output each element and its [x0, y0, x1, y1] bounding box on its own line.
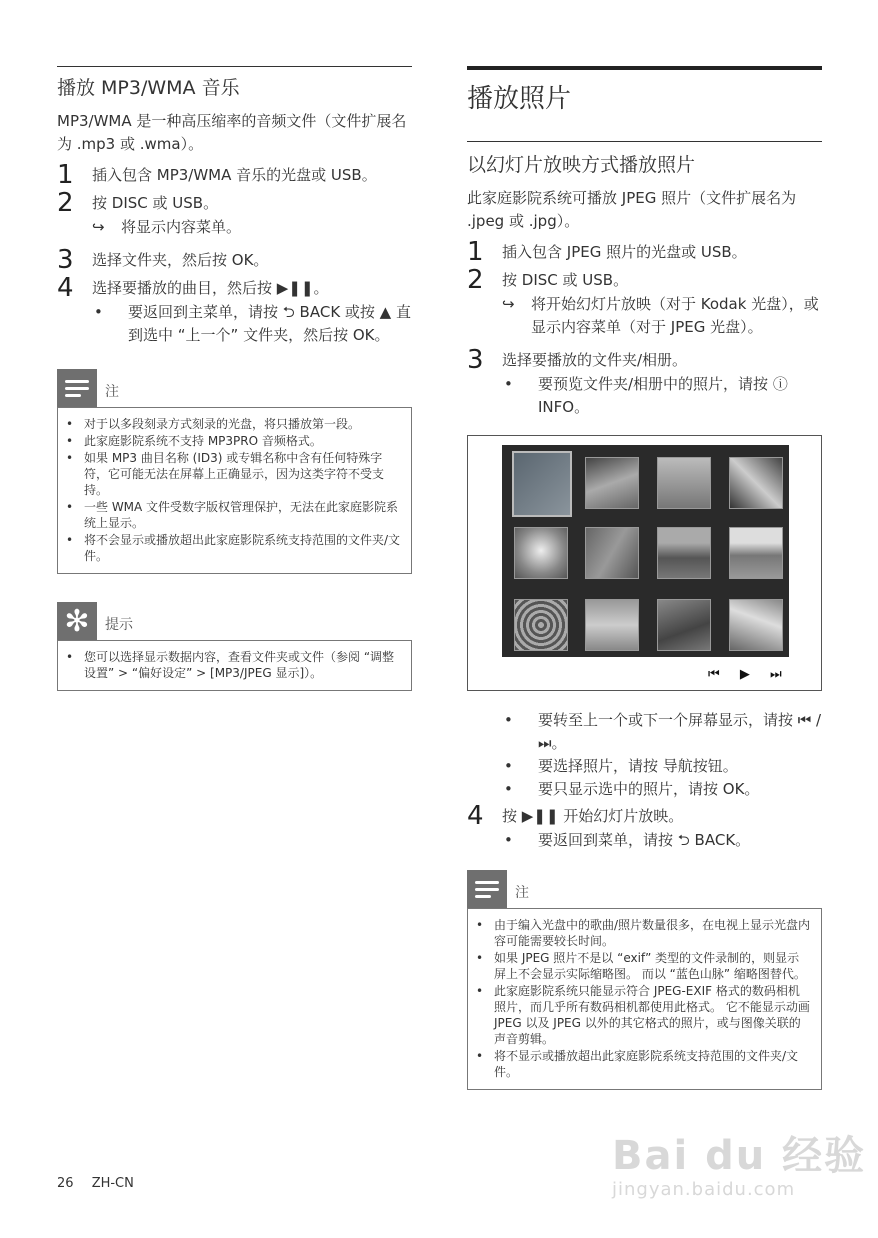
step-1 [57, 162, 412, 188]
playback-controls[interactable]: ⏮ ▶ ⏭ [708, 667, 790, 682]
bullet-text: 要预览文件夹/相册中的照片，请按 ⓘ INFO。 [538, 375, 788, 416]
right-column [467, 66, 822, 1090]
note-item-text: 如果 JPEG 照片不是以 “exif” 类型的文件录制的，则显示屏上不会显示实际缩略图。 而以 “蓝色山脉” 缩略图替代。 [494, 951, 806, 981]
section-intro: 此家庭影院系统可播放 JPEG 照片（文件扩展名为 .jpeg 或 .jpg）。 [467, 189, 797, 230]
step-number: 4 [57, 273, 74, 303]
note-box [467, 908, 822, 1090]
bullet-text: 要转至上一个或下一个屏幕显示，请按 ⏮ / ⏭。 [538, 711, 822, 752]
bullet-dot: • [504, 780, 513, 798]
photo-thumbnail[interactable] [585, 527, 639, 579]
note-item-text: 由于编入光盘中的歌曲/照片数量很多，在电视上显示光盘内容可能需要较长时间。 [494, 918, 811, 948]
step-result [92, 216, 412, 239]
note-item: • 由于编入光盘中的歌曲/照片数量很多，在电视上显示光盘内容可能需要较长时间。 [476, 918, 811, 948]
tip-title: 提示 [105, 617, 133, 633]
note-header [57, 369, 412, 407]
result-arrow-icon: ↪ [92, 218, 105, 236]
page-number: 26 [57, 1176, 74, 1191]
section-rule [467, 141, 822, 142]
step-text: 按 DISC 或 USB。 [502, 271, 629, 289]
left-column [57, 66, 412, 691]
note-item-text: 将不会显示或播放超出此家庭影院系统支持范围的文件夹/文件。 [84, 533, 401, 563]
note-item: • 将不显示或播放超出此家庭影院系统支持范围的文件夹/文件。 [476, 1048, 811, 1080]
step-bullet [502, 709, 822, 755]
photo-thumbnail[interactable] [729, 599, 783, 651]
step-text: 选择要播放的文件夹/相册。 [502, 351, 688, 369]
note-item: • 此家庭影院系统不支持 MP3PRO 音频格式。 [66, 434, 322, 448]
photo-thumbnail[interactable] [657, 457, 711, 509]
step-number: 4 [467, 801, 484, 831]
result-text: 将显示内容菜单。 [121, 218, 242, 236]
step-text: 按 ▶❚❚ 开始幻灯片放映。 [502, 807, 684, 825]
language-code: ZH-CN [91, 1176, 134, 1191]
bullet-dot: • [504, 757, 513, 775]
step-bullet [502, 755, 822, 778]
note-item: • 此家庭影院系统只能显示符合 JPEG-EXIF 格式的数码相机照片，而几乎所有数码相机都使用此格式。 它不能显示动画 JPEG 以及 JPEG 以外的其它格式的照片，或与图像关联的声音剪辑。 [476, 984, 810, 1046]
photo-browser-screen [467, 435, 822, 691]
bullet-text: 要返回到主菜单，请按 ⮌ BACK 或按 ▲ 直到选中 “上一个” 文件夹，然后按 OK。 [128, 303, 411, 344]
step-number: 3 [467, 345, 484, 375]
step-3 [467, 347, 822, 373]
step-text: 插入包含 JPEG 照片的光盘或 USB。 [502, 243, 747, 261]
photo-thumbnail[interactable] [729, 457, 783, 509]
step-2 [467, 267, 822, 293]
note-item: • 将不会显示或播放超出此家庭影院系统支持范围的文件夹/文件。 [66, 533, 401, 563]
page-title-rule [467, 66, 822, 70]
page-title: 播放照片 [467, 84, 572, 114]
step-3 [57, 247, 412, 273]
step-bullet [92, 301, 412, 347]
step-number: 1 [467, 237, 484, 267]
result-arrow-icon: ↪ [502, 295, 515, 313]
step-number: 1 [57, 160, 74, 190]
step-1 [467, 239, 822, 265]
watermark-logo: Bai du 经验 [612, 1133, 867, 1179]
note-item: • 对于以多段刻录方式刻录的光盘，将只播放第一段。 [66, 417, 361, 431]
step-number: 3 [57, 245, 74, 275]
step-4 [57, 275, 412, 301]
photo-thumbnail[interactable] [729, 527, 783, 579]
photo-thumbnail[interactable] [514, 599, 568, 651]
section-heading: 播放 MP3/WMA 音乐 [57, 77, 240, 99]
step-text: 选择要播放的曲目，然后按 ▶❚❚。 [92, 279, 329, 297]
tip-box [57, 640, 412, 691]
photo-thumbnail[interactable] [657, 527, 711, 579]
bullet-dot: • [504, 711, 513, 729]
bullet-dot: • [504, 375, 513, 393]
photo-thumbnail[interactable] [512, 451, 572, 517]
note-header [467, 870, 822, 908]
tip-header [57, 602, 412, 640]
note-item-text: 此家庭影院系统不支持 MP3PRO 音频格式。 [84, 434, 322, 448]
photo-thumbnail[interactable] [657, 599, 711, 651]
step-bullet [502, 373, 822, 419]
watermark-url: jingyan.baidu.com [612, 1179, 796, 1200]
note-box [57, 407, 412, 574]
note-item: • 一些 WMA 文件受数字版权管理保护，无法在此家庭影院系统上显示。 [66, 499, 401, 531]
step-4 [467, 803, 822, 829]
section-heading: 以幻灯片放映方式播放照片 [467, 154, 696, 176]
photo-thumbnail-grid [502, 445, 789, 657]
note-item-text: 一些 WMA 文件受数字版权管理保护，无法在此家庭影院系统上显示。 [84, 500, 399, 530]
note-item-text: 将不显示或播放超出此家庭影院系统支持范围的文件夹/文件。 [494, 1049, 799, 1079]
step-bullet [502, 829, 822, 852]
note-title: 注 [105, 384, 119, 400]
note-item: • 如果 MP3 曲目名称 (ID3) 或专辑名称中含有任何特殊字符，它可能无法在屏幕上正确显示，因为这类字符不受支持。 [66, 450, 401, 498]
photo-thumbnail[interactable] [585, 457, 639, 509]
tip-item: • 您可以选择显示数据内容，查看文件夹或文件（参阅 “调整设置” > “偏好设定” > [MP3/JPEG 显示]）。 [66, 649, 401, 681]
note-item-text: 此家庭影院系统只能显示符合 JPEG-EXIF 格式的数码相机照片，而几乎所有数码相机都使用此格式。 它不能显示动画 JPEG 以及 JPEG 以外的其它格式的照片，或与图像关联的声音剪辑。 [494, 984, 810, 1046]
step-text: 插入包含 MP3/WMA 音乐的光盘或 USB。 [92, 166, 377, 184]
bullet-text: 要选择照片，请按 导航按钮。 [538, 757, 738, 775]
tip-asterisk-icon: ✻ [57, 602, 97, 640]
step-result [502, 293, 822, 339]
note-title: 注 [515, 885, 529, 901]
bullet-text: 要只显示选中的照片，请按 OK。 [538, 780, 760, 798]
note-icon [57, 369, 97, 407]
step-number: 2 [467, 265, 484, 295]
baidu-watermark [612, 1124, 866, 1200]
bullet-dot: • [94, 303, 103, 321]
section-intro: MP3/WMA 是一种高压缩率的音频文件（文件扩展名为 .mp3 或 .wma）。 [57, 112, 407, 153]
section-rule [57, 66, 412, 67]
note-icon [467, 870, 507, 908]
result-text: 将开始幻灯片放映（对于 Kodak 光盘），或显示内容菜单（对于 JPEG 光盘）。 [531, 295, 819, 336]
step-2 [57, 190, 412, 216]
page-footer [57, 1176, 134, 1191]
bullet-dot: • [504, 831, 513, 849]
note-item-text: 如果 MP3 曲目名称 (ID3) 或专辑名称中含有任何特殊字符，它可能无法在屏幕上正确显示，因为这类字符不受支持。 [84, 451, 385, 497]
step-text: 选择文件夹，然后按 OK。 [92, 251, 269, 269]
tip-item-text: 您可以选择显示数据内容，查看文件夹或文件（参阅 “调整设置” > “偏好设定” > [MP3/JPEG 显示]）。 [84, 650, 395, 680]
photo-thumbnail[interactable] [514, 527, 568, 579]
note-item: • 如果 JPEG 照片不是以 “exif” 类型的文件录制的，则显示屏上不会显示实际缩略图。 而以 “蓝色山脉” 缩略图替代。 [476, 950, 811, 982]
step-text: 按 DISC 或 USB。 [92, 194, 219, 212]
photo-thumbnail[interactable] [585, 599, 639, 651]
bullet-text: 要返回到菜单，请按 ⮌ BACK。 [538, 831, 751, 849]
step-bullet [502, 778, 822, 801]
step-number: 2 [57, 188, 74, 218]
note-item-text: 对于以多段刻录方式刻录的光盘，将只播放第一段。 [84, 417, 361, 431]
